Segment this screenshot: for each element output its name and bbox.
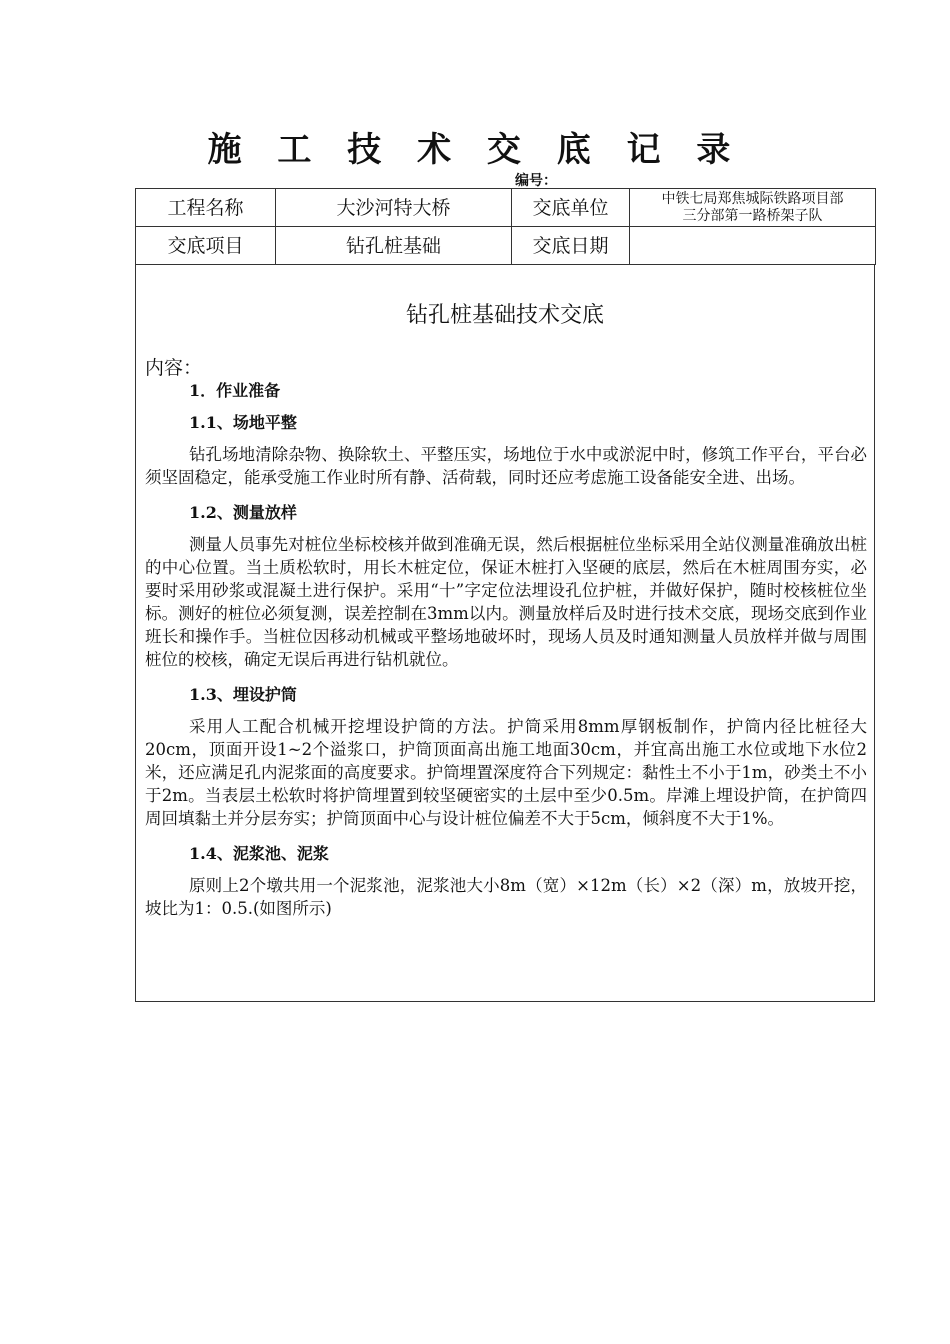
content-body [145, 379, 867, 932]
document-number-label: 编号： [515, 173, 557, 189]
content-subtitle: 钻孔桩基础技术交底 [405, 303, 604, 328]
section-paragraph: 采用人工配合机械开挖埋设护筒的方法。护筒采用8mm厚钢板制作，护筒内径比桩径大20cm，顶面开设1~2个溢浆口，护筒顶面高出施工地面30cm，并宜高出施工水位或地下水位2米，还应满足孔内泥浆面的高度要求。护筒埋置深度符合下列规定：黏性土不小于1m，砂类土不小于2m。当表层土松软时将护筒埋置到较坚硬密实的土层中至少0.5m。岸滩上埋设护筒，在护筒四周回填黏土并分层夯实；护筒顶面中心与设计桩位偏差不大于5cm，倾斜度不大于1%。 [145, 717, 867, 828]
meta-row-1 [136, 189, 876, 227]
item-value: 钻孔桩基础 [276, 227, 512, 265]
section-heading: 1.3、埋设护筒 [189, 685, 297, 704]
section-paragraph: 钻孔场地清除杂物、换除软土、平整压实，场地位于水中或淤泥中时，修筑工作平台，平台必须坚固稳定，能承受施工作业时所有静、活荷载，同时还应考虑施工设备能安全进、出场。 [145, 445, 867, 487]
date-label: 交底日期 [512, 227, 630, 265]
unit-value-line1: 中铁七局郑焦城际铁路项目部 [661, 190, 844, 207]
document-title: 施 工 技 术 交 底 记 录 [207, 130, 743, 170]
date-value [630, 227, 876, 265]
project-name-label: 工程名称 [136, 189, 276, 227]
unit-value [630, 189, 876, 227]
meta-table [135, 188, 876, 265]
unit-label: 交底单位 [512, 189, 630, 227]
section-heading: 1．作业准备 [189, 381, 281, 400]
content-box [135, 265, 875, 1002]
project-name-value: 大沙河特大桥 [276, 189, 512, 227]
section-heading: 1.4、泥浆池、泥浆 [189, 844, 329, 863]
section-heading: 1.2、测量放样 [189, 503, 297, 522]
section-paragraph: 原则上2个墩共用一个泥浆池，泥浆池大小8m（宽）×12m（长）×2（深）m，放坡开挖，坡比为1：0.5.(如图所示) [145, 876, 867, 918]
unit-value-line2: 三分部第一路桥架子队 [682, 207, 823, 224]
meta-row-2 [136, 227, 876, 265]
content-label: 内容： [145, 357, 203, 379]
section-paragraph: 测量人员事先对桩位坐标校核并做到准确无误，然后根据桩位坐标采用全站仪测量准确放出桩的中心位置。当土质松软时，用长木桩定位，保证木桩打入坚硬的底层，然后在木桩周围夯实，必要时采用砂浆或混凝土进行保护。采用“十”字定位法埋设孔位护桩，并做好保护，随时校核桩位坐标。测好的桩位必须复测，误差控制在3mm以内。测量放样后及时进行技术交底，现场交底到作业班长和操作手。当桩位因移动机械或平整场地破坏时，现场人员及时通知测量人员放样并做与周围桩位的校核，确定无误后再进行钻机就位。 [145, 535, 867, 669]
item-label: 交底项目 [136, 227, 276, 265]
section-heading: 1.1、场地平整 [189, 413, 297, 432]
